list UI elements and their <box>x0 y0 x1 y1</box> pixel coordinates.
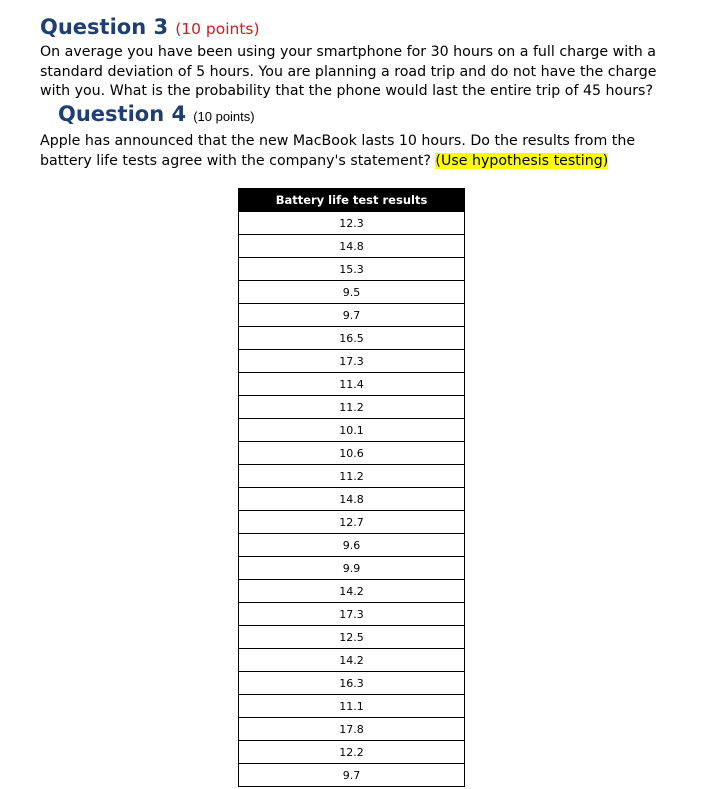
table-cell: 14.2 <box>239 649 465 672</box>
table-row <box>239 580 465 603</box>
table-cell: 11.2 <box>239 465 465 488</box>
table-cell: 9.5 <box>239 281 465 304</box>
table-cell: 12.5 <box>239 626 465 649</box>
table-body <box>239 212 465 787</box>
table-row <box>239 258 465 281</box>
table-cell: 10.1 <box>239 419 465 442</box>
table-row <box>239 442 465 465</box>
table-cell: 14.8 <box>239 488 465 511</box>
table-row <box>239 626 465 649</box>
table-header: Battery life test results <box>239 189 465 212</box>
table-cell: 12.7 <box>239 511 465 534</box>
table-row <box>239 304 465 327</box>
table-row <box>239 488 465 511</box>
table-cell: 17.3 <box>239 603 465 626</box>
table-cell: 9.9 <box>239 557 465 580</box>
table-cell: 14.8 <box>239 235 465 258</box>
table-row <box>239 373 465 396</box>
table-row <box>239 672 465 695</box>
question-4-points: (10 points) <box>193 109 255 124</box>
table-cell: 9.7 <box>239 304 465 327</box>
table-header-row <box>239 189 465 212</box>
table-row <box>239 419 465 442</box>
table-row <box>239 741 465 764</box>
table-cell: 16.5 <box>239 327 465 350</box>
question-4-heading <box>58 102 255 126</box>
table-cell: 11.2 <box>239 396 465 419</box>
table-row <box>239 511 465 534</box>
table-row <box>239 327 465 350</box>
table-row <box>239 718 465 741</box>
hypothesis-testing-highlight: (Use hypothesis testing) <box>435 152 609 169</box>
table-row <box>239 695 465 718</box>
table-cell: 12.3 <box>239 212 465 235</box>
question-4-title: Question 4 <box>58 102 187 126</box>
question-4-text: Apple has announced that the new MacBook lasts 10 hours. Do the results from the battery life tests agree with the company's statement? <box>40 133 636 169</box>
question-4-body <box>40 132 690 171</box>
question-3-title: Question 3 <box>40 15 169 39</box>
table-row <box>239 534 465 557</box>
table-row <box>239 396 465 419</box>
table-cell: 17.8 <box>239 718 465 741</box>
battery-life-table <box>238 188 465 787</box>
table-row <box>239 235 465 258</box>
table-row <box>239 281 465 304</box>
table-cell: 16.3 <box>239 672 465 695</box>
table-cell: 11.1 <box>239 695 465 718</box>
table-row <box>239 350 465 373</box>
table-cell: 12.2 <box>239 741 465 764</box>
table-cell: 15.3 <box>239 258 465 281</box>
table-cell: 9.7 <box>239 764 465 787</box>
table-row <box>239 465 465 488</box>
table-cell: 9.6 <box>239 534 465 557</box>
table-cell: 17.3 <box>239 350 465 373</box>
table-row <box>239 649 465 672</box>
table-row <box>239 557 465 580</box>
question-3-points: (10 points) <box>175 20 260 38</box>
table-row <box>239 764 465 787</box>
table-cell: 14.2 <box>239 580 465 603</box>
table-row <box>239 603 465 626</box>
table-row <box>239 212 465 235</box>
question-3-body: On average you have been using your smartphone for 30 hours on a full charge with a standard deviation of 5 hours. You are planning a road trip and do not have the charge with you. What is the probability that the phone would last the entire trip of 45 hours? <box>40 44 657 99</box>
table-cell: 11.4 <box>239 373 465 396</box>
table-cell: 10.6 <box>239 442 465 465</box>
question-3-heading <box>40 15 260 39</box>
